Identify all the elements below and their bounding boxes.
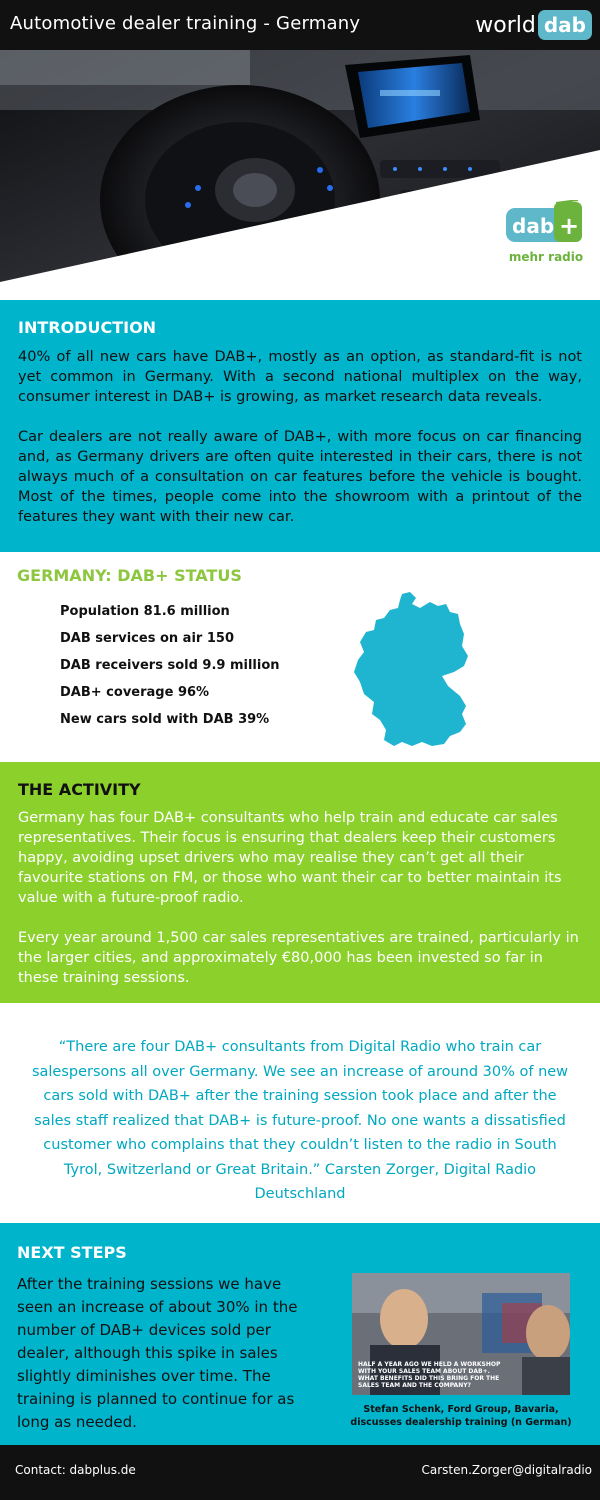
dab-plus-badge — [506, 200, 582, 246]
next-steps-text: After the training sessions we have seen an increase of about 30% in the number of DAB+ devices sold per dealer, although this spike in sales slightly diminishes over time. The training is planned to continue for as long as needed. — [17, 1275, 298, 1431]
introduction-paragraph-2: Car dealers are not really aware of DAB+, with more focus on car financing and, as Germany drivers are often quite interested in their cars, there is not always much of a consultation on car features before the vehicle is bought. Most of the times, people come into the showroom with a printout of the features they want with their new car. — [18, 429, 582, 525]
status-item-population: Population 81.6 million — [60, 604, 230, 619]
germany-map-icon — [350, 590, 480, 752]
introduction-section — [0, 300, 600, 552]
dab-plus-badge-text: dab — [512, 214, 555, 238]
page-title: Automotive dealer training - Germany — [10, 13, 361, 34]
next-steps-heading: NEXT STEPS — [17, 1243, 127, 1262]
activity-paragraph-2: Every year around 1,500 car sales representatives are trained, particularly in the larger cities, and approximately €80,000 has been invested so far in these training sessions. — [18, 930, 579, 986]
activity-heading: THE ACTIVITY — [18, 780, 141, 799]
video-caption: Stefan Schenk, Ford Group, Bavaria, discusses dealership training (n German) — [350, 1404, 572, 1428]
page-footer — [0, 1445, 600, 1500]
svg-text:+: + — [559, 212, 580, 240]
introduction-heading: INTRODUCTION — [18, 318, 157, 337]
hero-image — [0, 50, 600, 300]
quote-text: “There are four DAB+ consultants from Digital Radio who train car salespersons all over Germany. We see an increase of around 30% of new cars sold with DAB+ after the training session took place and after the sales staff realized that DAB+ is future-proof. No one wants a dissatisfied customer who complains that they couldn’t listen to the radio in South Tyrol, Switzerland or Great Britain.” Carsten Zorger, Digital Radio Deutschland — [31, 1039, 569, 1202]
dab-plus-tagline: mehr radio — [508, 250, 584, 264]
video-subtitle: HALF A YEAR AGO WE HELD A WORKSHOP WITH YOUR SALES TEAM ABOUT DAB+. WHAT BENEFITS DID THIS BRING FOR THE SALES TEAM AND THE COMPANY? — [358, 1361, 501, 1389]
activity-paragraph-1: Germany has four DAB+ consultants who help train and educate car sales representatives. Their focus is ensuring that dealers keep their customers happy, avoiding upset drivers who may realise they can’t get all their favourite stations on FM, or those who want their car to better maintain its value with a future-proof radio. — [18, 810, 562, 906]
status-item-receivers: DAB receivers sold 9.9 million — [60, 658, 280, 673]
worlddab-logo-world: world — [475, 12, 536, 38]
status-item-coverage: DAB+ coverage 96% — [60, 685, 210, 700]
quote-section — [0, 1003, 600, 1223]
footer-contact-link[interactable]: Contact: dabplus.de — [15, 1463, 136, 1477]
next-steps-section — [0, 1223, 600, 1445]
worlddab-logo-dab: dab — [538, 10, 592, 40]
activity-section — [0, 762, 600, 1003]
dab-plus-logo[interactable] — [506, 200, 586, 270]
page-header — [0, 0, 600, 50]
dab-status-section — [0, 552, 600, 762]
dab-status-heading: GERMANY: DAB+ STATUS — [17, 566, 242, 585]
worlddab-logo[interactable] — [475, 9, 592, 41]
introduction-paragraph-1: 40% of all new cars have DAB+, mostly as an option, as standard-fit is not yet common in Germany. With a second national multiplex on the way, consumer interest in DAB+ is growing, as market research data reveals. — [18, 349, 582, 405]
footer-email-link[interactable]: Carsten.Zorger@digitalradio — [421, 1463, 592, 1477]
dab-status-list — [60, 602, 280, 737]
status-item-new-cars: New cars sold with DAB 39% — [60, 712, 270, 727]
training-video-thumbnail[interactable] — [352, 1273, 570, 1395]
status-item-services: DAB services on air 150 — [60, 631, 234, 646]
